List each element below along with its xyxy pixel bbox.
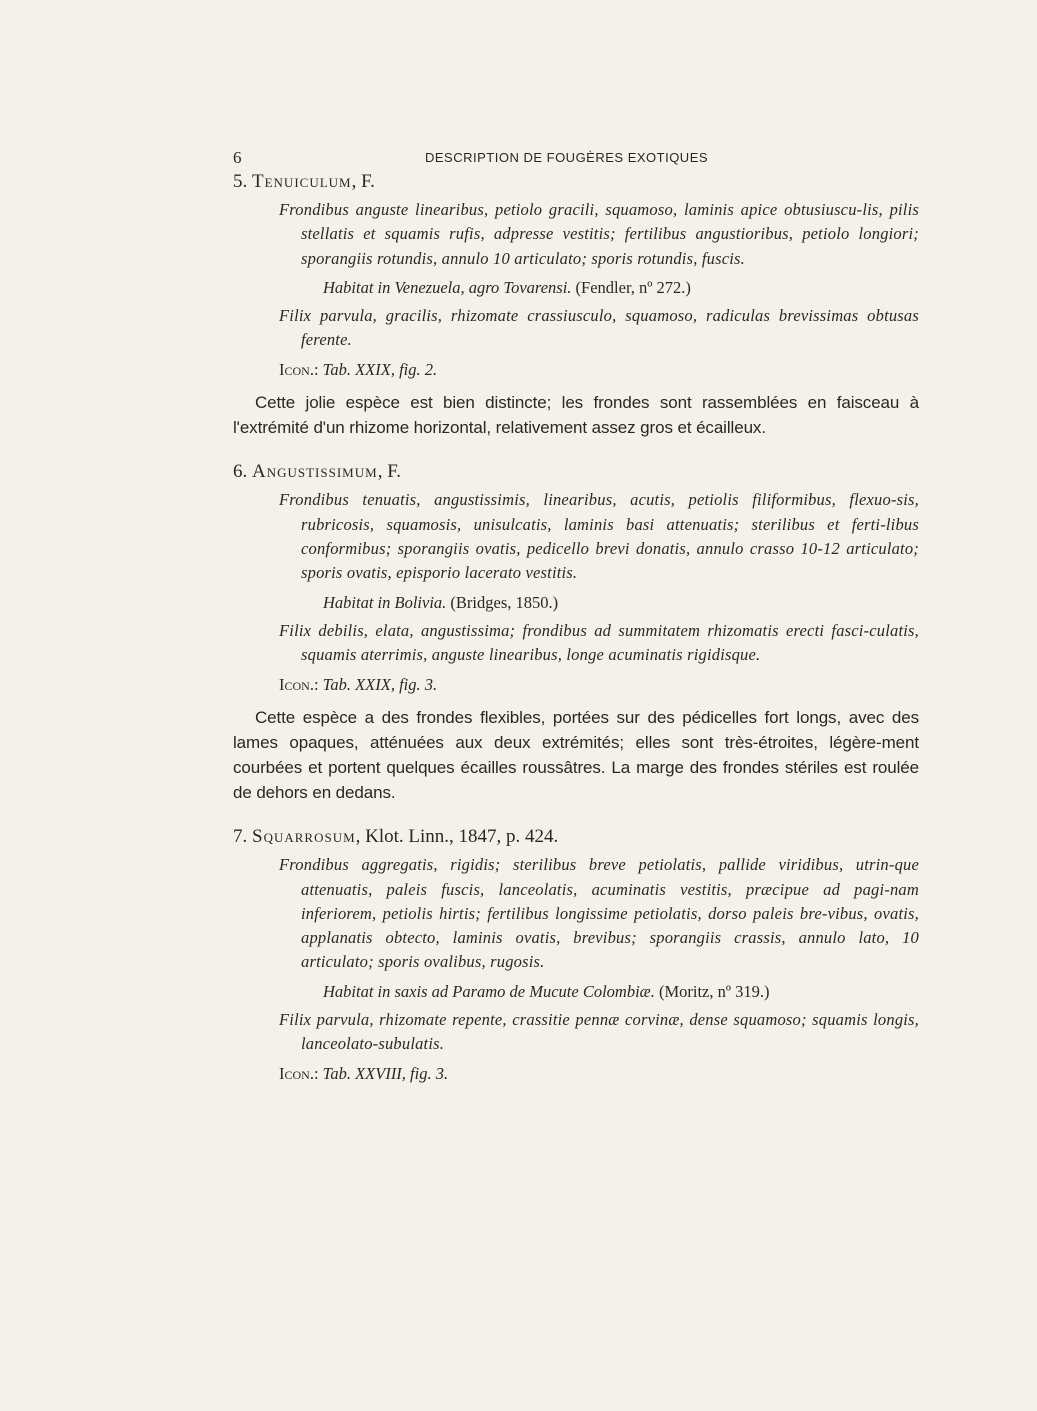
icon-label: Icon.: [279, 360, 319, 380]
species-entry-7 [233, 825, 919, 1086]
species-heading [233, 170, 919, 194]
icon-reference [233, 673, 919, 697]
icon-plate: Tab. XXIX, fig. 2. [318, 360, 438, 380]
habitat-text: Habitat in saxis ad Paramo de Mucute Colombiæ. [323, 981, 655, 1001]
species-heading [233, 825, 919, 849]
icon-label: Icon.: [279, 1064, 319, 1084]
species-number: 7. [233, 826, 248, 848]
habitat-collector: (Moritz, nº 319.) [654, 981, 770, 1001]
page-number: 6 [233, 148, 242, 167]
latin-description: Frondibus tenuatis, angustissimis, linearibus, acutis, petiolis filiformibus, flexuo-sis, rubricosis, squamosis, unisulcatis, laminis basi attenuatis; sterilibus et ferti-libus conformibus; sporangiis ovatis, pedicello brevi donatis, annulo crasso 10-12 articulato; sporis ovatis, episporio lacerato vestitis. [279, 490, 919, 583]
species-heading [233, 460, 919, 484]
latin-description: Frondibus anguste linearibus, petiolo gracili, squamoso, laminis apice obtusiuscu-lis, pilis stellatis et squamis rufis, adpresse vestitis; fertilibus angustioribus, petiolo longiori; sporangiis rotundis, annulo 10 articulato; sporis rotundis, fuscis. [279, 200, 919, 268]
species-author: , F. [377, 461, 401, 483]
habitat-collector: (Fendler, nº 272.) [571, 277, 691, 297]
species-number: 6. [233, 461, 248, 483]
habitat-text: Habitat in Bolivia. [323, 592, 447, 612]
habitat-text: Habitat in Venezuela, agro Tovarensi. [323, 277, 572, 297]
icon-label: Icon.: [279, 675, 319, 695]
latin-habit: Filix debilis, elata, angustissima; frondibus ad summitatem rhizomatis erecti fasci-culatis, squamis aterrimis, anguste linearibus, longe acuminatis rigidisque. [279, 620, 919, 664]
habitat-line [233, 980, 919, 1004]
latin-habit: Filix parvula, gracilis, rhizomate crassiusculo, squamoso, radiculas brevissimas obtusas ferente. [279, 305, 919, 350]
running-header [233, 148, 919, 170]
habitat-collector: (Bridges, 1850.) [446, 592, 559, 612]
latin-description: Frondibus aggregatis, rigidis; sterilibus breve petiolatis, pallide viridibus, utrin-que attenuatis, paleis fuscis, lanceolatis, acuminatis vestitis, præcipue ad pagi-nam inferiorem, petiolis hirtis; fertilibus longissime petiolatis, dorso paleis bre-vibus, ovatis, applanatis obtecto, laminis ovatis, brevibus; sporangiis crassis, annulo lato, 10 articulato; sporis ovalibus, rugosis. [279, 855, 919, 972]
habitat-line [233, 276, 919, 300]
icon-plate: Tab. XXVIII, fig. 3. [318, 1064, 449, 1084]
species-author: , Klot. Linn., 1847, p. 424. [355, 826, 559, 848]
icon-plate: Tab. XXIX, fig. 3. [318, 675, 438, 695]
french-description: Cette espèce a des frondes flexibles, portées sur des pédicelles fort longs, avec des lames opaques, atténuées aux deux extrémités; elles sont très-étroites, légère-ment courbées et portent quelques écailles roussâtres. La marge des frondes stériles est roulée de dehors en dedans. [233, 708, 919, 803]
species-entry-6 [233, 460, 919, 805]
species-name: Squarrosum [252, 826, 356, 848]
species-number: 5. [233, 171, 248, 192]
icon-reference [233, 1062, 919, 1086]
french-description: Cette jolie espèce est bien distincte; les frondes sont rassemblées en faisceau à l'extrémité d'un rhizome horizontal, relativement assez gros et écailleux. [233, 393, 919, 438]
document-page [233, 148, 919, 1086]
habitat-line [233, 591, 919, 615]
species-entry-5 [233, 170, 919, 440]
latin-habit: Filix parvula, rhizomate repente, crassitie pennæ corvinæ, dense squamoso; squamis longis, lanceolato-subulatis. [279, 1009, 919, 1054]
species-name: Angustissimum [252, 461, 378, 483]
icon-reference [233, 358, 919, 382]
species-author: , F. [351, 171, 375, 192]
species-name: Tenuiculum [252, 171, 352, 192]
running-title: DESCRIPTION DE FOUGÈRES EXOTIQUES [425, 150, 709, 165]
